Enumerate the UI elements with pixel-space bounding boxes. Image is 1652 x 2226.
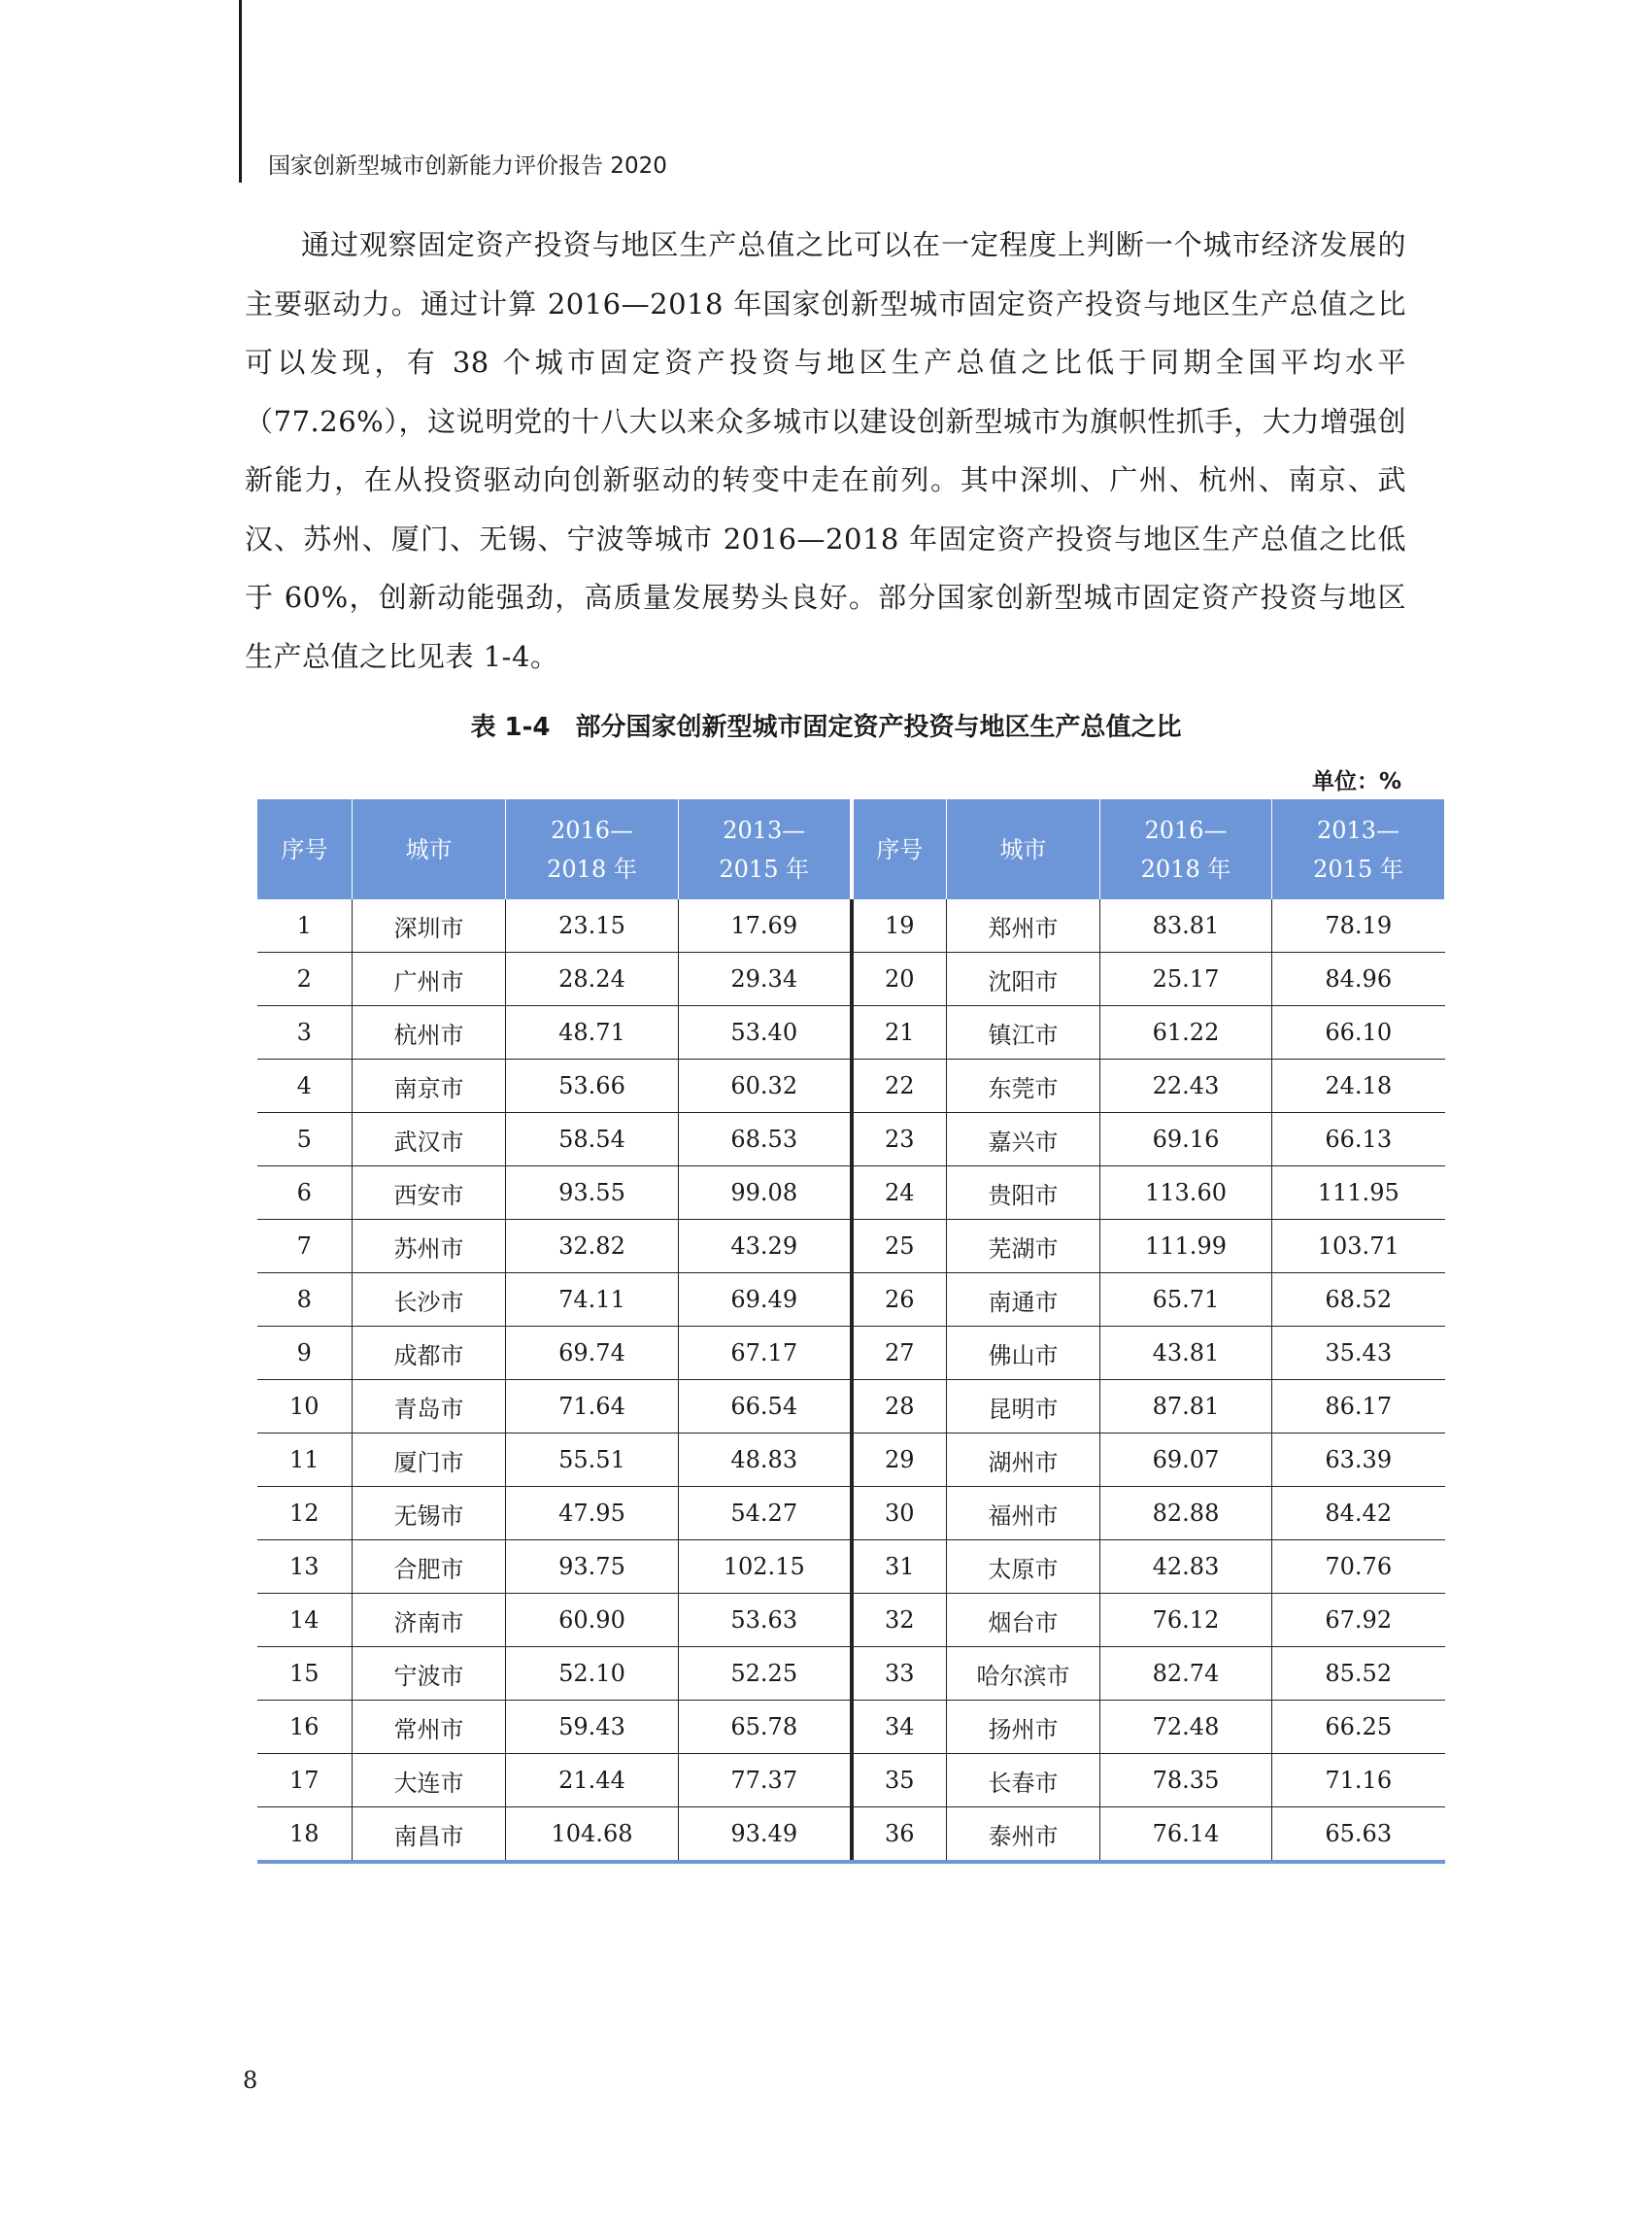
table-row	[257, 1701, 1445, 1754]
cell-2016-2018: 32.82	[506, 1220, 679, 1273]
page-number: 8	[243, 2067, 258, 2094]
header-period-2016-2018	[1100, 799, 1272, 899]
cell-city: 长沙市	[353, 1273, 506, 1327]
cell-2016-2018: 69.16	[1100, 1113, 1272, 1166]
cell-2016-2018: 78.35	[1100, 1754, 1272, 1807]
cell-seq: 20	[852, 953, 947, 1006]
cell-city: 成都市	[353, 1327, 506, 1380]
cell-2016-2018: 83.81	[1100, 899, 1272, 953]
table-body	[257, 899, 1445, 1862]
cell-city: 太原市	[947, 1540, 1100, 1594]
cell-2013-2015: 35.43	[1272, 1327, 1445, 1380]
cell-2013-2015: 67.92	[1272, 1594, 1445, 1647]
cell-2016-2018: 111.99	[1100, 1220, 1272, 1273]
data-table	[256, 799, 1445, 1864]
cell-seq: 25	[852, 1220, 947, 1273]
table-row	[257, 1487, 1445, 1540]
cell-city: 烟台市	[947, 1594, 1100, 1647]
cell-2016-2018: 93.75	[506, 1540, 679, 1594]
cell-city: 合肥市	[353, 1540, 506, 1594]
cell-2013-2015: 43.29	[679, 1220, 852, 1273]
cell-2013-2015: 102.15	[679, 1540, 852, 1594]
header-seq: 序号	[852, 799, 947, 899]
cell-city: 佛山市	[947, 1327, 1100, 1380]
cell-seq: 30	[852, 1487, 947, 1540]
cell-2016-2018: 52.10	[506, 1647, 679, 1701]
cell-city: 深圳市	[353, 899, 506, 953]
cell-2013-2015: 48.83	[679, 1433, 852, 1487]
cell-city: 沈阳市	[947, 953, 1100, 1006]
cell-city: 芜湖市	[947, 1220, 1100, 1273]
cell-2013-2015: 66.25	[1272, 1701, 1445, 1754]
cell-seq: 36	[852, 1807, 947, 1863]
cell-city: 常州市	[353, 1701, 506, 1754]
cell-2016-2018: 59.43	[506, 1701, 679, 1754]
cell-2013-2015: 86.17	[1272, 1380, 1445, 1433]
cell-2016-2018: 21.44	[506, 1754, 679, 1807]
cell-seq: 29	[852, 1433, 947, 1487]
cell-2013-2015: 85.52	[1272, 1647, 1445, 1701]
table-row	[257, 1006, 1445, 1060]
table-row	[257, 1060, 1445, 1113]
table-number: 表 1-4	[470, 713, 551, 742]
table-row	[257, 1807, 1445, 1863]
cell-city: 镇江市	[947, 1006, 1100, 1060]
cell-city: 嘉兴市	[947, 1113, 1100, 1166]
cell-seq: 26	[852, 1273, 947, 1327]
cell-2016-2018: 55.51	[506, 1433, 679, 1487]
cell-seq: 10	[257, 1380, 353, 1433]
cell-2016-2018: 69.74	[506, 1327, 679, 1380]
header-period2-line2: 2015 年	[719, 855, 810, 883]
cell-2016-2018: 76.14	[1100, 1807, 1272, 1863]
cell-2016-2018: 25.17	[1100, 953, 1272, 1006]
cell-2013-2015: 24.18	[1272, 1060, 1445, 1113]
cell-seq: 21	[852, 1006, 947, 1060]
table-row	[257, 1540, 1445, 1594]
cell-city: 东莞市	[947, 1060, 1100, 1113]
cell-2013-2015: 70.76	[1272, 1540, 1445, 1594]
table-row	[257, 1220, 1445, 1273]
cell-2016-2018: 113.60	[1100, 1166, 1272, 1220]
cell-city: 南通市	[947, 1273, 1100, 1327]
header-period-2013-2015	[679, 799, 852, 899]
cell-2016-2018: 28.24	[506, 953, 679, 1006]
header-period1-line2: 2018 年	[547, 855, 637, 883]
cell-2016-2018: 23.15	[506, 899, 679, 953]
cell-2016-2018: 61.22	[1100, 1006, 1272, 1060]
cell-city: 无锡市	[353, 1487, 506, 1540]
cell-city: 福州市	[947, 1487, 1100, 1540]
cell-2016-2018: 71.64	[506, 1380, 679, 1433]
table-row	[257, 1273, 1445, 1327]
header-period-2016-2018	[506, 799, 679, 899]
cell-2013-2015: 84.42	[1272, 1487, 1445, 1540]
cell-seq: 27	[852, 1327, 947, 1380]
cell-2016-2018: 69.07	[1100, 1433, 1272, 1487]
cell-2016-2018: 87.81	[1100, 1380, 1272, 1433]
header-period2-line2: 2015 年	[1313, 855, 1403, 883]
cell-2013-2015: 54.27	[679, 1487, 852, 1540]
cell-seq: 24	[852, 1166, 947, 1220]
margin-rule	[239, 0, 242, 183]
cell-city: 厦门市	[353, 1433, 506, 1487]
table-unit: 单位：%	[1311, 769, 1401, 794]
cell-2013-2015: 66.54	[679, 1380, 852, 1433]
cell-2016-2018: 82.88	[1100, 1487, 1272, 1540]
cell-2016-2018: 76.12	[1100, 1594, 1272, 1647]
table-row	[257, 1327, 1445, 1380]
cell-seq: 33	[852, 1647, 947, 1701]
table-row	[257, 1166, 1445, 1220]
cell-seq: 9	[257, 1327, 353, 1380]
cell-seq: 13	[257, 1540, 353, 1594]
cell-2016-2018: 47.95	[506, 1487, 679, 1540]
cell-city: 宁波市	[353, 1647, 506, 1701]
cell-2016-2018: 74.11	[506, 1273, 679, 1327]
cell-city: 武汉市	[353, 1113, 506, 1166]
header-period1-line1: 2016—	[1144, 816, 1228, 844]
table-caption	[0, 707, 1652, 743]
header-period1-line1: 2016—	[550, 816, 634, 844]
cell-2013-2015: 65.78	[679, 1701, 852, 1754]
table-title: 部分国家创新型城市固定资产投资与地区生产总值之比	[575, 713, 1182, 742]
cell-2013-2015: 103.71	[1272, 1220, 1445, 1273]
header-period1-line2: 2018 年	[1140, 855, 1231, 883]
cell-2013-2015: 52.25	[679, 1647, 852, 1701]
cell-2016-2018: 43.81	[1100, 1327, 1272, 1380]
cell-city: 苏州市	[353, 1220, 506, 1273]
cell-2013-2015: 77.37	[679, 1754, 852, 1807]
table-row	[257, 899, 1445, 953]
cell-seq: 18	[257, 1807, 353, 1863]
cell-city: 泰州市	[947, 1807, 1100, 1863]
cell-seq: 32	[852, 1594, 947, 1647]
cell-2013-2015: 66.13	[1272, 1113, 1445, 1166]
cell-seq: 3	[257, 1006, 353, 1060]
table-row	[257, 1647, 1445, 1701]
table-row	[257, 1754, 1445, 1807]
table-row	[257, 953, 1445, 1006]
cell-city: 杭州市	[353, 1006, 506, 1060]
cell-city: 西安市	[353, 1166, 506, 1220]
cell-city: 南昌市	[353, 1807, 506, 1863]
cell-2013-2015: 69.49	[679, 1273, 852, 1327]
cell-seq: 8	[257, 1273, 353, 1327]
cell-2016-2018: 58.54	[506, 1113, 679, 1166]
cell-2013-2015: 17.69	[679, 899, 852, 953]
cell-city: 广州市	[353, 953, 506, 1006]
cell-seq: 7	[257, 1220, 353, 1273]
cell-city: 长春市	[947, 1754, 1100, 1807]
cell-2013-2015: 66.10	[1272, 1006, 1445, 1060]
cell-2016-2018: 82.74	[1100, 1647, 1272, 1701]
table-row	[257, 1594, 1445, 1647]
cell-seq: 11	[257, 1433, 353, 1487]
cell-2016-2018: 93.55	[506, 1166, 679, 1220]
cell-city: 济南市	[353, 1594, 506, 1647]
cell-seq: 6	[257, 1166, 353, 1220]
cell-city: 郑州市	[947, 899, 1100, 953]
cell-seq: 19	[852, 899, 947, 953]
table-header-row	[257, 799, 1445, 899]
cell-2016-2018: 72.48	[1100, 1701, 1272, 1754]
cell-2013-2015: 68.52	[1272, 1273, 1445, 1327]
cell-2013-2015: 53.63	[679, 1594, 852, 1647]
cell-seq: 23	[852, 1113, 947, 1166]
cell-seq: 31	[852, 1540, 947, 1594]
header-period2-line1: 2013—	[1316, 816, 1400, 844]
cell-seq: 1	[257, 899, 353, 953]
cell-city: 湖州市	[947, 1433, 1100, 1487]
header-period2-line1: 2013—	[723, 816, 806, 844]
table-row	[257, 1113, 1445, 1166]
cell-2013-2015: 111.95	[1272, 1166, 1445, 1220]
cell-2013-2015: 78.19	[1272, 899, 1445, 953]
header-seq: 序号	[257, 799, 353, 899]
cell-seq: 17	[257, 1754, 353, 1807]
cell-2016-2018: 53.66	[506, 1060, 679, 1113]
cell-seq: 12	[257, 1487, 353, 1540]
cell-2013-2015: 60.32	[679, 1060, 852, 1113]
cell-seq: 14	[257, 1594, 353, 1647]
cell-2013-2015: 68.53	[679, 1113, 852, 1166]
body-paragraph	[245, 216, 1406, 686]
table-row	[257, 1380, 1445, 1433]
cell-seq: 22	[852, 1060, 947, 1113]
cell-seq: 35	[852, 1754, 947, 1807]
cell-city: 青岛市	[353, 1380, 506, 1433]
cell-2013-2015: 29.34	[679, 953, 852, 1006]
cell-2013-2015: 53.40	[679, 1006, 852, 1060]
cell-seq: 5	[257, 1113, 353, 1166]
cell-city: 扬州市	[947, 1701, 1100, 1754]
cell-2013-2015: 93.49	[679, 1807, 852, 1863]
cell-city: 昆明市	[947, 1380, 1100, 1433]
cell-city: 贵阳市	[947, 1166, 1100, 1220]
cell-seq: 16	[257, 1701, 353, 1754]
cell-seq: 4	[257, 1060, 353, 1113]
cell-2013-2015: 65.63	[1272, 1807, 1445, 1863]
header-city: 城市	[353, 799, 506, 899]
table-row	[257, 1433, 1445, 1487]
header-period-2013-2015	[1272, 799, 1445, 899]
paragraph-text: 通过观察固定资产投资与地区生产总值之比可以在一定程度上判断一个城市经济发展的主要驱动力。通过计算 2016—2018 年国家创新型城市固定资产投资与地区生产总值之比可以发现，有 38 个城市固定资产投资与地区生产总值之比低于同期全国平均水平（77.26%），这说明党的十八大以来众多城市以建设创新型城市为旗帜性抓手，大力增强创新能力，在从投资驱动向创新驱动的转变中走在前列。其中深圳、广州、杭州、南京、武汉、苏州、厦门、无锡、宁波等城市 2016—2018 年固定资产投资与地区生产总值之比低于 60%，创新动能强劲，高质量发展势头良好。部分国家创新型城市固定资产投资与地区生产总值之比见表 1-4。	[245, 228, 1406, 673]
cell-city: 大连市	[353, 1754, 506, 1807]
cell-2016-2018: 104.68	[506, 1807, 679, 1863]
cell-2013-2015: 99.08	[679, 1166, 852, 1220]
running-header: 国家创新型城市创新能力评价报告 2020	[268, 153, 667, 179]
cell-city: 哈尔滨市	[947, 1647, 1100, 1701]
cell-2013-2015: 84.96	[1272, 953, 1445, 1006]
header-city: 城市	[947, 799, 1100, 899]
cell-2013-2015: 63.39	[1272, 1433, 1445, 1487]
cell-2013-2015: 67.17	[679, 1327, 852, 1380]
cell-seq: 34	[852, 1701, 947, 1754]
cell-2016-2018: 48.71	[506, 1006, 679, 1060]
cell-seq: 15	[257, 1647, 353, 1701]
cell-2016-2018: 22.43	[1100, 1060, 1272, 1113]
cell-seq: 28	[852, 1380, 947, 1433]
cell-seq: 2	[257, 953, 353, 1006]
cell-city: 南京市	[353, 1060, 506, 1113]
cell-2016-2018: 65.71	[1100, 1273, 1272, 1327]
cell-2013-2015: 71.16	[1272, 1754, 1445, 1807]
cell-2016-2018: 42.83	[1100, 1540, 1272, 1594]
cell-2016-2018: 60.90	[506, 1594, 679, 1647]
